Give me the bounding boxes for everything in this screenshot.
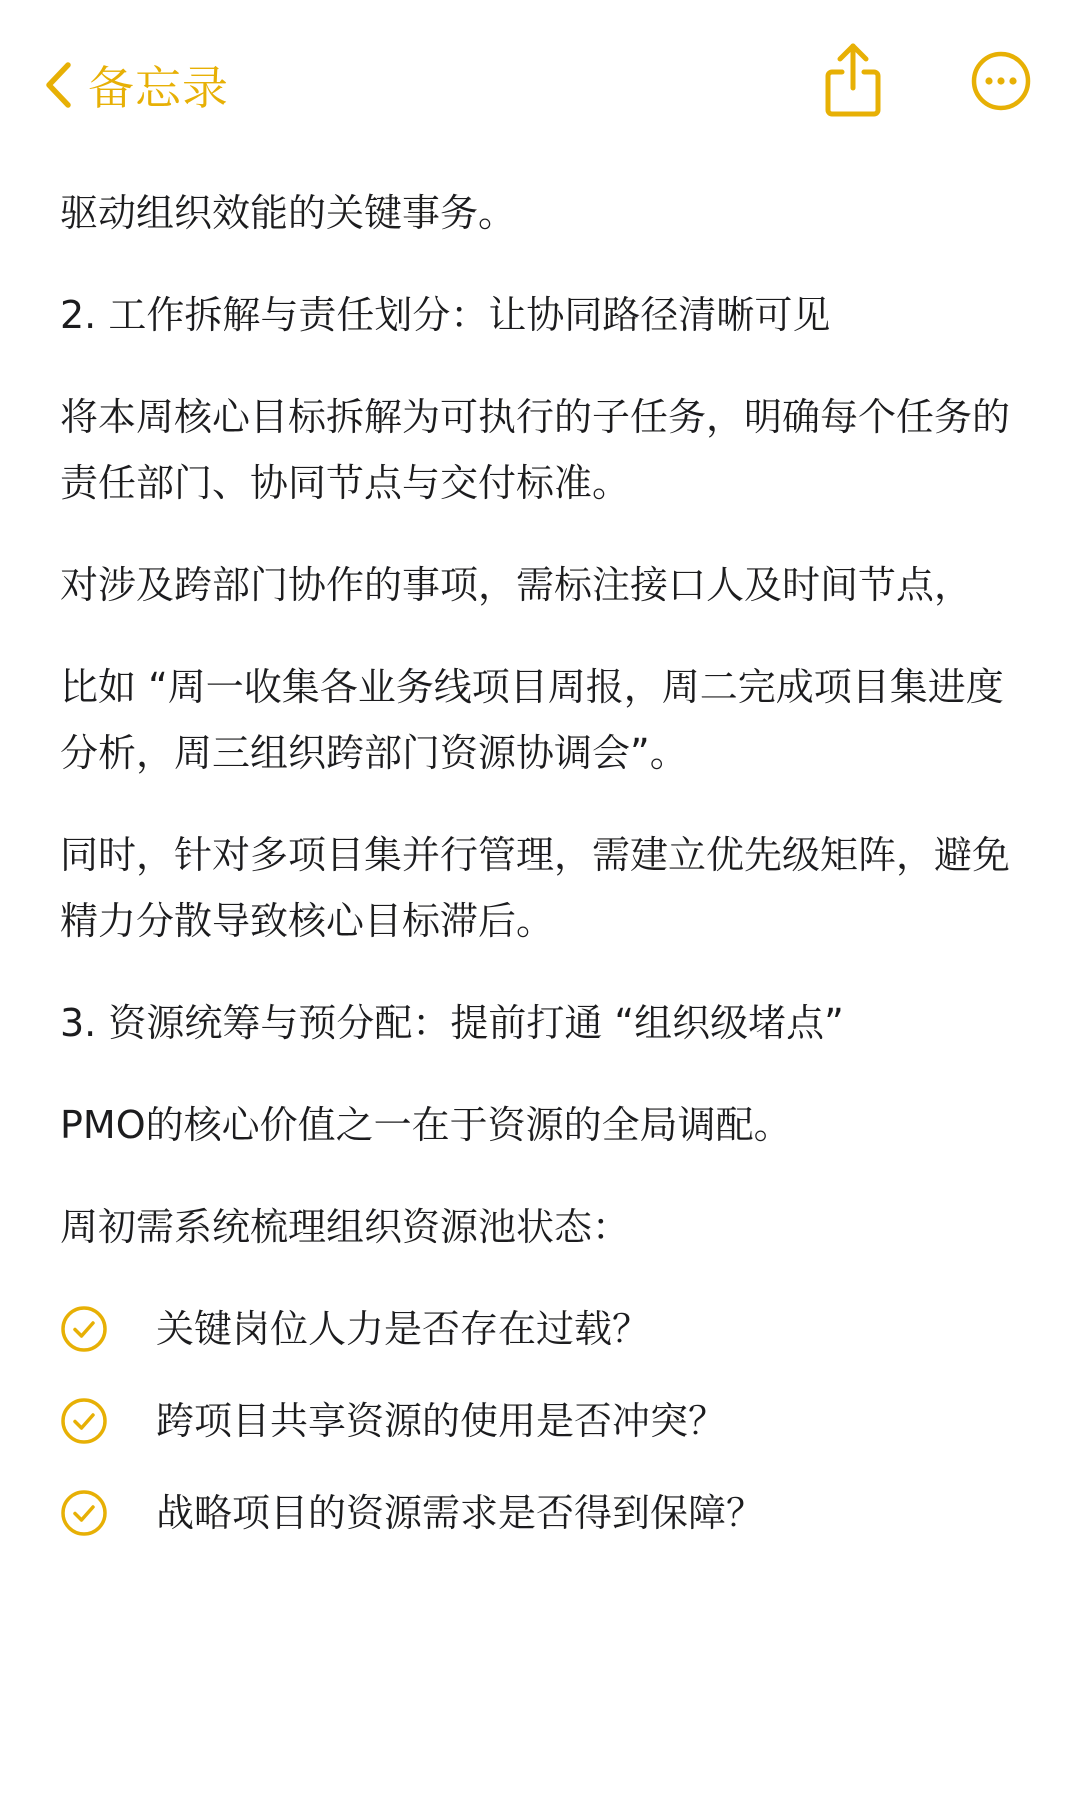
checkmark-circle-icon[interactable] xyxy=(60,1305,108,1353)
checklist-item[interactable] xyxy=(60,1388,1035,1454)
back-label: 备忘录 xyxy=(88,61,229,115)
note-paragraph: 同时，针对多项目集并行管理，需建立优先级矩阵，避免精力分散导致核心目标滞后。 xyxy=(60,833,1011,943)
checklist-item-text: 跨项目共享资源的使用是否冲突？ xyxy=(156,1399,727,1443)
note-paragraph: 周初需系统梳理组织资源池状态： xyxy=(60,1205,631,1249)
note-body[interactable] xyxy=(60,180,1035,1572)
ellipsis-circle-icon xyxy=(970,50,1032,112)
more-button[interactable] xyxy=(970,50,1032,112)
note-heading: 3. 资源统筹与预分配：提前打通 “组织级堵点” xyxy=(60,1001,844,1045)
note-paragraph: 比如 “周一收集各业务线项目周报，周二完成项目集进度分析，周三组织跨部门资源协调会”。 xyxy=(60,665,1004,775)
note-paragraph: 驱动组织效能的关键事务。 xyxy=(60,191,517,235)
navigation-bar xyxy=(0,0,1080,170)
checklist-item-text: 战略项目的资源需求是否得到保障？ xyxy=(156,1491,765,1535)
share-button[interactable] xyxy=(818,40,888,120)
share-icon xyxy=(818,40,888,120)
checklist xyxy=(60,1296,1035,1546)
checkmark-circle-icon[interactable] xyxy=(60,1397,108,1445)
checklist-item[interactable] xyxy=(60,1296,1035,1362)
chevron-left-icon xyxy=(44,61,72,109)
checklist-item-text: 关键岗位人力是否存在过载？ xyxy=(156,1307,651,1351)
note-heading: 2. 工作拆解与责任划分：让协同路径清晰可见 xyxy=(60,293,831,337)
note-paragraph: PMO的核心价值之一在于资源的全局调配。 xyxy=(60,1103,792,1147)
checklist-item[interactable] xyxy=(60,1480,1035,1546)
back-button[interactable] xyxy=(44,50,229,120)
note-paragraph: 对涉及跨部门协作的事项，需标注接口人及时间节点， xyxy=(60,563,973,607)
checkmark-circle-icon[interactable] xyxy=(60,1489,108,1537)
note-paragraph: 将本周核心目标拆解为可执行的子任务，明确每个任务的责任部门、协同节点与交付标准。 xyxy=(60,395,1011,505)
